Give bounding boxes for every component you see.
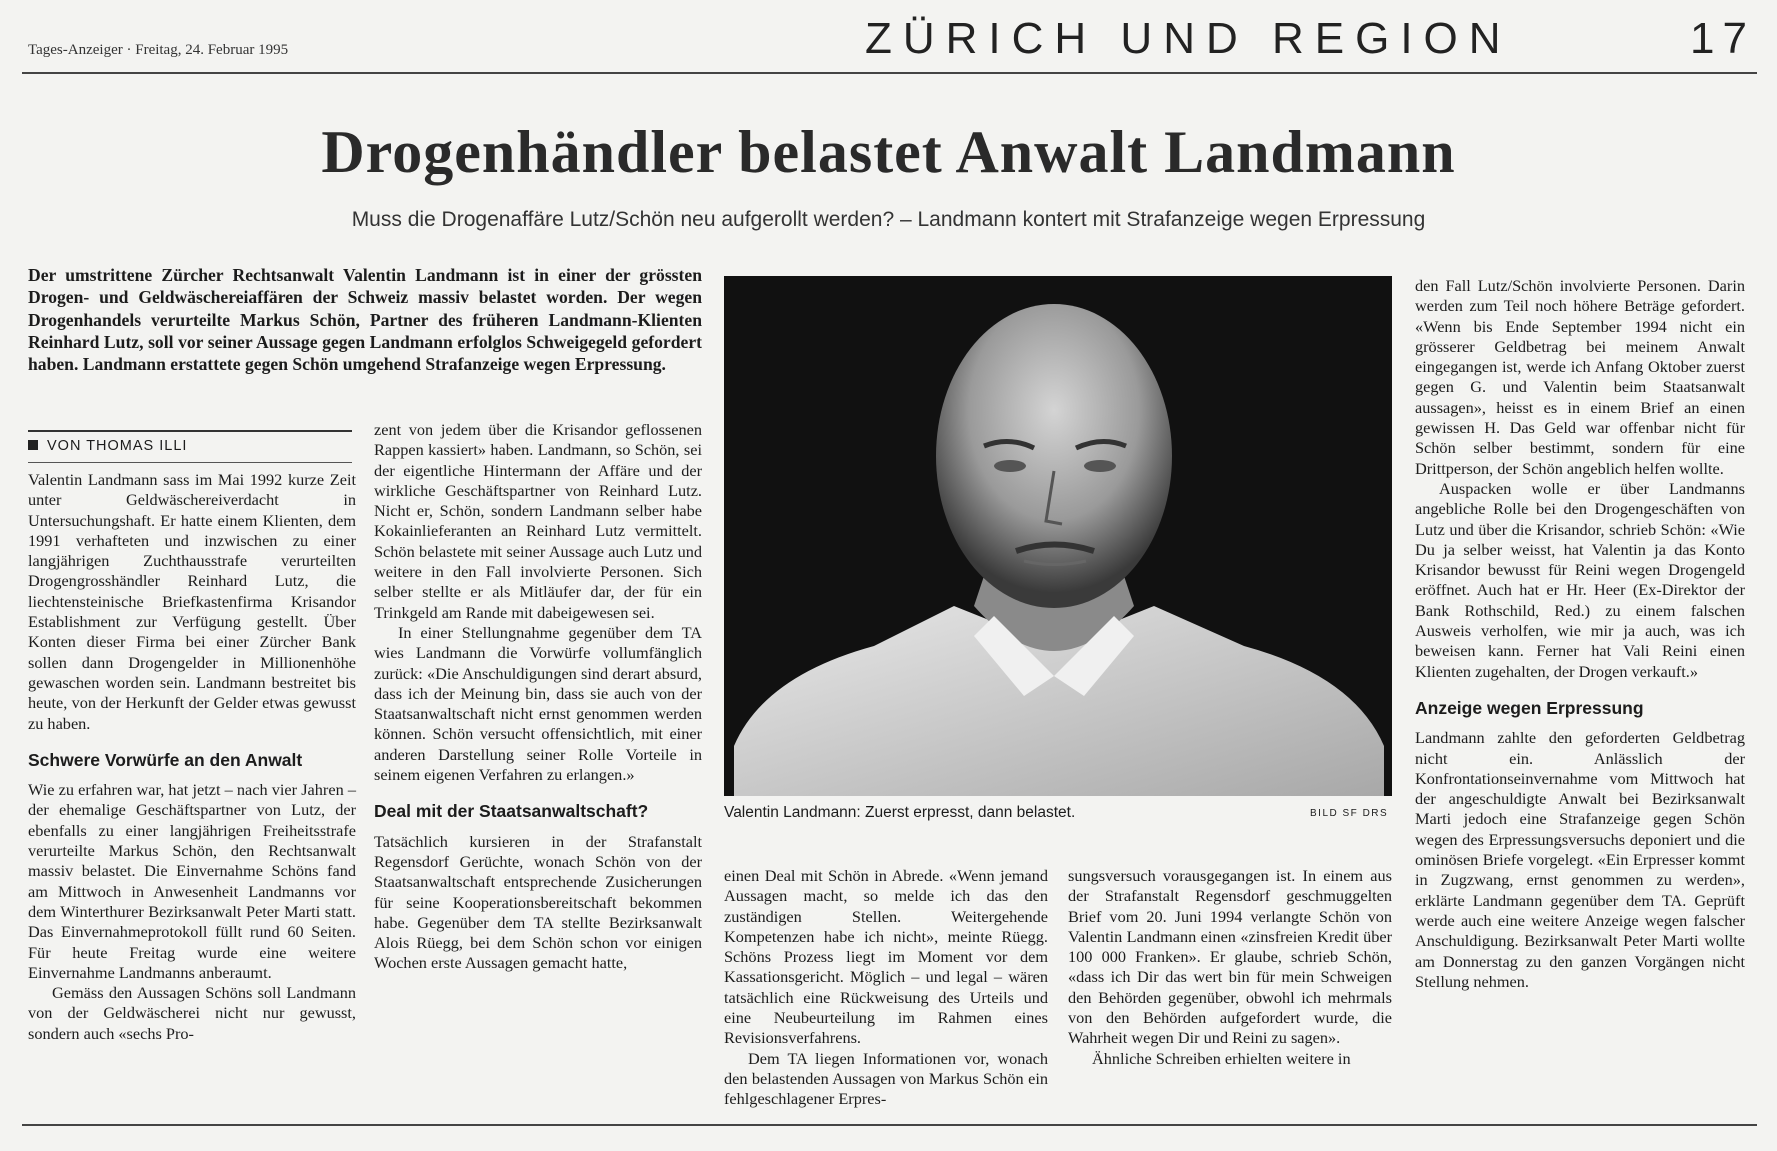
text-column-3 [724, 866, 1048, 1110]
article-lead: Der umstrittene Zürcher Rechtsanwalt Valentin Landmann ist in einer der grössten Drogen- und Geldwäschereiaffären der Schweiz massiv belastet worden. Der wegen Drogenhandels verurteilte Markus Schön, Partner des früheren Landmann-Klienten Reinhard Lutz, soll vor seiner Aussage gegen Landmann erfolglos Schweigegeld gefordert haben. Landmann erstattete gegen Schön umgehend Strafanzeige wegen Erpressung. [28, 265, 702, 375]
section-title: ZÜRICH UND REGION [865, 14, 1512, 63]
article-headline: Drogenhändler belastet Anwalt Landmann [321, 119, 1456, 185]
byline-rule [28, 430, 352, 432]
byline-rule-bottom [28, 462, 352, 463]
subheading: Anzeige wegen Erpressung [1415, 697, 1644, 718]
text-column-1 [28, 470, 356, 1044]
paragraph: einen Deal mit Schön in Abrede. «Wenn jemand Aussagen macht, so melde ich das den zuständigen Stellen. Weitergehende Kompetenzen habe ich nicht», meinte Rüegg. Schöns Prozess liegt im Moment vor dem Kassationsgericht. Möglich – und legal – wären tatsächlich eine Rückweisung des Urteils und eine Neubeurteilung im Rahmen eines Revisionsverfahrens. [724, 866, 1048, 1048]
paragraph: zent von jedem über die Krisandor geflossenen Rappen kassiert» haben. Landmann, so Schön, sei der eigentliche Hintermann der Affäre und der wirkliche Geschäftspartner von Reinhard Lutz. Nicht er, Schön, sondern Landmann selber habe Kokainlieferanten an Reinhard Lutz vermittelt. Schön belastete mit seiner Aussage auch Lutz und weitere in den Fall involvierte Personen. Sich selber stellte er als Mitläufer dar, der für ein Trinkgeld am Rande mit dabeigewesen sei. [374, 420, 702, 622]
paragraph: Ähnliche Schreiben erhielten weitere in [1092, 1048, 1351, 1068]
paragraph: Auspacken wolle er über Landmanns angebliche Rolle bei den Drogengeschäften von Lutz und über die Krisandor, schrieb Schön: «Wie Du ja selber weisst, hat Valentin ja das Konto Krisandor bewusst für Reini wegen Drogengeld eröffnet. Auch hat er Hr. Heer (Ex-Direktor der Bank Rothschild, Red.) zu einem falschen Ausweis verholfen, wie mir ja auch, was ich beweisen kann. Ferner hat Vali Reini einen Klienten zugehalten, der Drogen verkauft.» [1415, 478, 1745, 681]
paragraph: Valentin Landmann sass im Mai 1992 kurze Zeit unter Geldwäschereiverdacht in Untersuchungshaft. Er hatte einem Klienten, dem 1991 verhafteten und inzwischen zu einer langjährigen Zuchthausstrafe verurteilten Drogengrosshändler Reinhard Lutz, die liechtensteinische Briefkastenfirma Krisandor Establishment zur Verfügung gestellt. Über Konten dieser Firma bei einer Zürcher Bank sollen dann Drogengelder in Millionenhöhe gewaschen worden sein. Landmann bestreitet bis heute, von der Herkunft der Gelder etwas gewusst zu haben. [28, 470, 356, 733]
byline-square-icon [28, 440, 38, 450]
paragraph: In einer Stellungnahme gegenüber dem TA wies Landmann die Vorwürfe vollumfänglich zurück: «Die Anschuldigungen sind derart absurd, dass ich der Meinung bin, dass sie auch von der Staatsanwaltschaft nicht ernst genommen werden können. Schön versucht offensichtlich, mit einer anderen Darstellung seiner Rolle Vorteile in seinem eigenen Verfahren zu erlangen.» [374, 622, 702, 785]
photo-caption: Valentin Landmann: Zuerst erpresst, dann belastet. [724, 804, 1076, 821]
paragraph: Dem TA liegen Informationen vor, wonach den belastenden Aussagen von Markus Schön ein fehlgeschlagener Erpres- [724, 1048, 1048, 1109]
paragraph: den Fall Lutz/Schön involvierte Personen. Darin werden zum Teil noch höhere Beträge gefordert. «Wenn bis Ende September 1994 nicht ein grösserer Geldbetrag bei meinem Anwalt eingegangen ist, werde ich Anfang Oktober zuerst gegen G. und Valentin beim Staatsanwalt aussagen», heisst es in einem Brief an einen gewissen H. Das Geld war offenbar nicht für Schön selber bestimmt, sondern für eine Drittperson, der Schön angeblich helfen wollte. [1415, 276, 1745, 478]
subheading: Schwere Vorwürfe an den Anwalt [28, 749, 303, 770]
text-column-2 [374, 420, 702, 974]
page-number: 17 [1690, 14, 1755, 63]
portrait-photo [724, 276, 1392, 796]
header-rule [22, 72, 1757, 74]
portrait-illustration [724, 276, 1392, 796]
subheading: Deal mit der Staatsanwaltschaft? [374, 801, 649, 822]
byline-text: VON THOMAS ILLI [47, 438, 188, 454]
paragraph: Tatsächlich kursieren in der Strafanstalt Regensdorf Gerüchte, wonach Schön von der Staatsanwaltschaft entsprechende Zusicherungen für seine Kooperationsbereitschaft bekommen habe. Gegenüber dem TA stellte Bezirksanwalt Alois Rüegg, bei dem Schön schon vor einigen Wochen erste Aussagen gemacht hatte, [374, 831, 702, 973]
footer-rule [22, 1124, 1757, 1126]
paragraph: Wie zu erfahren war, hat jetzt – nach vier Jahren – der ehemalige Geschäftspartner von Lutz, der ebenfalls zu einer langjährigen Freiheitsstrafe verurteilte Markus Schön, den Rechtsanwalt massiv belastet. Die Einvernahme Schöns fand am Mittwoch in Anwesenheit Landmanns vor dem Winterthurer Bezirksanwalt Peter Marti statt. Das Einvernahmeprotokoll füllt rund 60 Seiten. Für heute Freitag wurde eine weitere Einvernahme Landmanns anberaumt. [28, 780, 356, 982]
paragraph: sungsversuch vorausgegangen ist. In einem aus der Strafanstalt Regensdorf geschmuggelten Brief vom 20. Juni 1994 verlangte Schön von Valentin Landmann einen «zinsfreien Kredit über 100 000 Franken». Er glaube, schrieb Schön, «dass ich Dir das wert bin für mein Schweigen den Behörden gegenüber, obwohl ich mehrmals von den Behörden aufgefordert wurde, die Wahrheit wegen Dir und Reini zu sagen». [1068, 866, 1392, 1048]
article-subheadline: Muss die Drogenaffäre Lutz/Schön neu aufgerollt werden? – Landmann kontert mit Strafanzeige wegen Erpressung [351, 208, 1426, 231]
newspaper-dateline: Tages-Anzeiger · Freitag, 24. Februar 1995 [28, 42, 289, 58]
byline [28, 438, 187, 454]
text-column-5 [1415, 276, 1745, 992]
paragraph: Gemäss den Aussagen Schöns soll Landmann von der Geldwäscherei nicht nur gewusst, sondern auch «sechs Pro- [28, 983, 356, 1043]
photo-credit: BILD SF DRS [1310, 808, 1389, 819]
paragraph: Landmann zahlte den geforderten Geldbetrag nicht ein. Anlässlich der Konfrontationseinvernahme vom Mittwoch hat der angeschuldigte Anwalt bei Bezirksanwalt Marti jedoch eine Strafanzeige gegen Schön wegen des Erpressungsversuchs deponiert und die ominösen Briefe vorgelegt. «Ein Erpresser kommt in Zugzwang, ernst genommen zu werden», erklärte Landmann gegenüber dem TA. Geprüft werde auch eine weitere Anzeige wegen falscher Anschuldigung. Bezirksanwalt Peter Marti wollte am Donnerstag zu den ganzen Vorgängen nicht Stellung nehmen. [1415, 728, 1745, 991]
text-column-4 [1068, 866, 1392, 1069]
